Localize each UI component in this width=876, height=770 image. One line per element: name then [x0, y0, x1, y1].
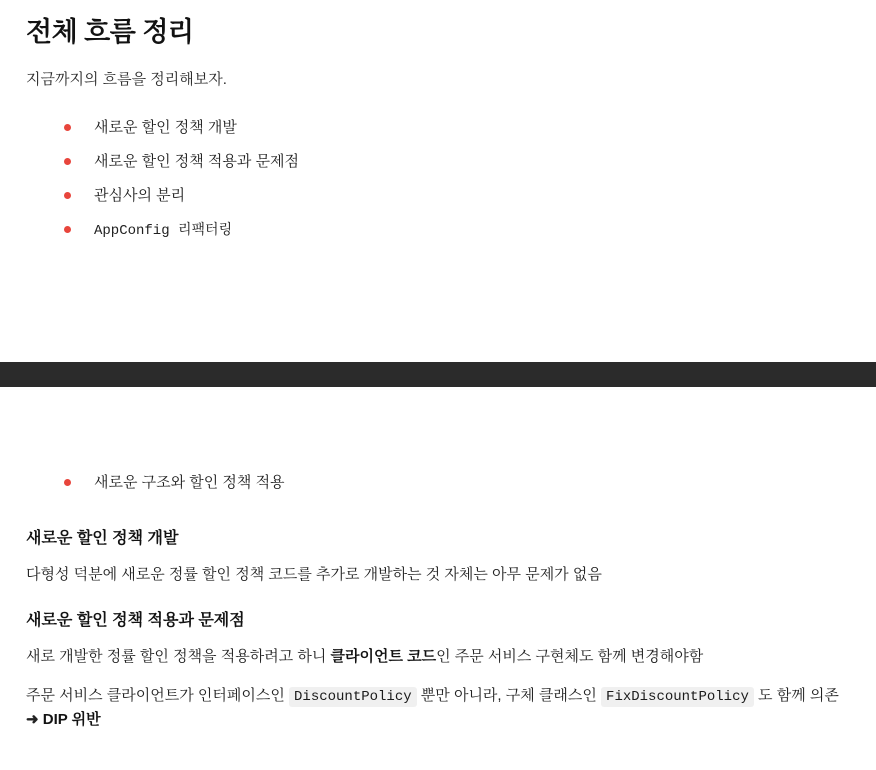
section-paragraph-2b: [26, 670, 850, 733]
bottom-section: [0, 387, 876, 733]
paragraph-text: 인 주문 서비스 구현체도 함께 변경해야함: [436, 648, 704, 666]
bullet-dot-icon: [64, 192, 71, 199]
page-title: 전체 흐름 정리: [26, 17, 194, 47]
top-section: [0, 0, 876, 252]
second-list: [26, 387, 850, 505]
paragraph-text: 뿐만 아니라, 구체 클래스인: [416, 686, 602, 704]
outline-list: [26, 92, 850, 252]
bullet-dot-icon: [64, 158, 71, 165]
list-item: [26, 184, 850, 218]
list-item: [26, 150, 850, 184]
arrow-icon: ➜: [26, 711, 43, 729]
list-item-label: 새로운 구조와 할인 정책 적용: [94, 474, 285, 491]
bullet-dot-icon: [64, 479, 71, 486]
list-item-label: 새로운 할인 정책 적용과 문제점: [94, 152, 300, 170]
paragraph-emphasis: DIP 위반: [42, 711, 101, 729]
paragraph-text: 주문 서비스 클라이언트가 인터페이스인: [26, 686, 290, 704]
section-paragraph-2a: [26, 633, 850, 669]
bullet-dot-icon: [64, 124, 71, 131]
list-item-label: AppConfig 리팩터링: [94, 222, 233, 239]
paragraph-emphasis: 클라이언트 코드: [330, 648, 437, 666]
section-heading-1: 새로운 할인 정책 개발: [26, 530, 179, 547]
lead-paragraph: 지금까지의 흐름을 정리해보자.: [26, 70, 227, 88]
list-item: [26, 116, 850, 150]
inline-code-fixdiscountpolicy: FixDiscountPolicy: [601, 687, 754, 707]
bullet-dot-icon: [64, 226, 71, 233]
inline-code-discountpolicy: DiscountPolicy: [289, 687, 417, 707]
paragraph-text: 도 함께 의존: [753, 686, 839, 704]
list-item: [26, 218, 850, 252]
paragraph-text: 새로 개발한 정률 할인 정책을 적용하려고 하니: [26, 648, 331, 666]
section-heading-2: 새로운 할인 정책 적용과 문제점: [26, 612, 245, 630]
section-paragraph-1: 다형성 덕분에 새로운 정률 할인 정책 코드를 추가로 개발하는 것 자체는 아무 문제가 없음: [26, 566, 602, 583]
list-item-label: 관심사의 분리: [94, 186, 186, 204]
list-item: [26, 471, 850, 505]
section-divider-band: [0, 362, 876, 387]
list-item-label: 새로운 할인 정책 개발: [94, 118, 237, 136]
